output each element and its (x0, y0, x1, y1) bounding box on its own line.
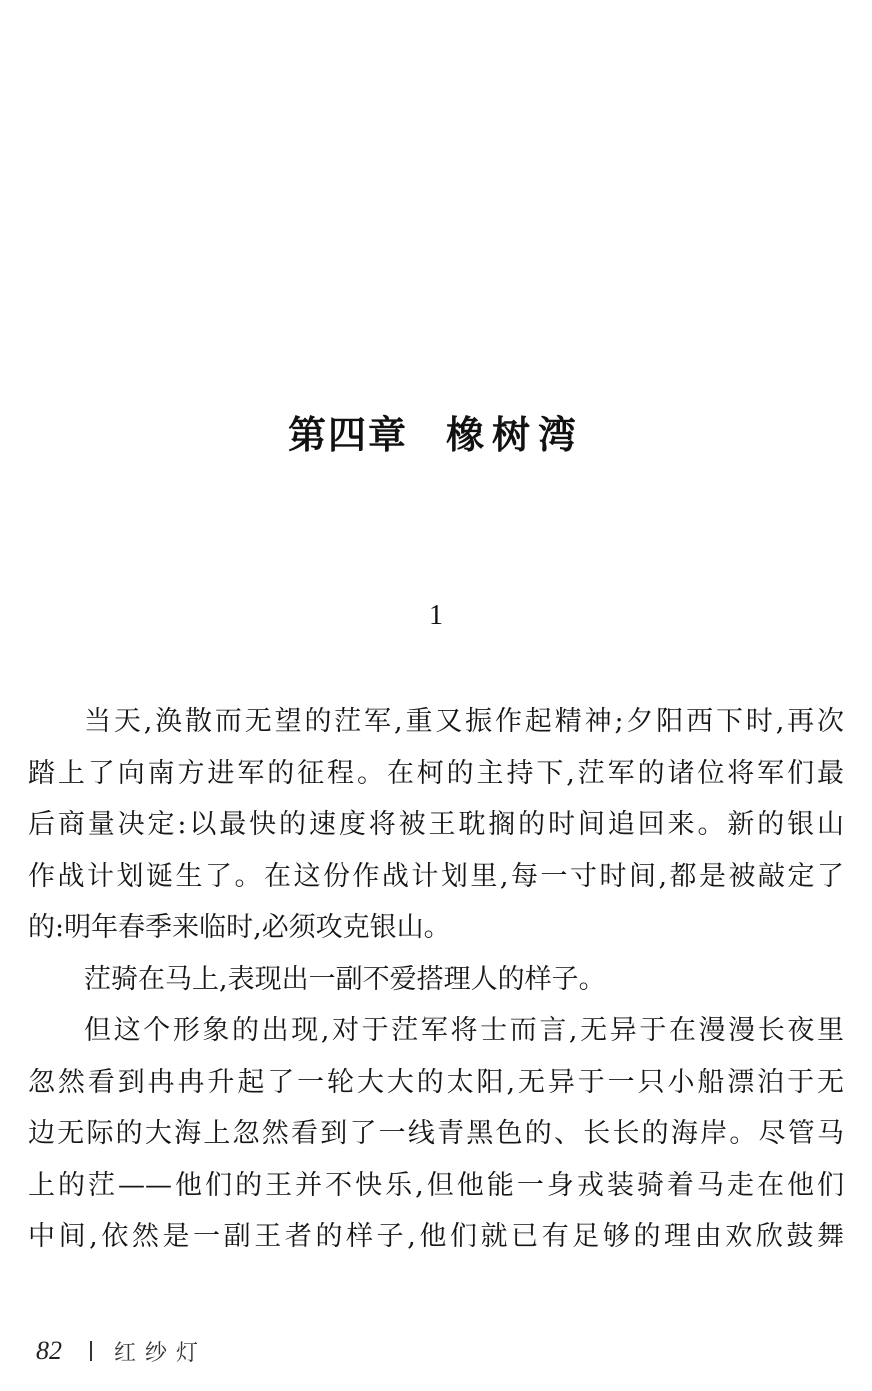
book-title: 红纱灯 (114, 1340, 208, 1366)
text-line: 后商量决定:以最快的速度将被王耽搁的时间追回来。新的银山 (28, 809, 844, 840)
text-line: 踏上了向南方进军的征程。在柯的主持下,茳军的诸位将军们最 (28, 757, 844, 789)
chapter-number: 第四章 (287, 413, 408, 458)
text-line: 忽然看到冉冉升起了一轮大大的太阳,无异于一只小船漂泊于无 (28, 1066, 844, 1098)
section-number: 1 (429, 600, 443, 631)
text-line: 但这个形象的出现,对于茳军将士而言,无异于在漫漫长夜里 (84, 1015, 844, 1046)
page-footer (36, 1333, 207, 1369)
body-text (28, 696, 844, 1263)
text-line: 上的茳——他们的王并不快乐,但他能一身戎装骑着马走在他们 (28, 1169, 844, 1201)
text-line: 当天,涣散而无望的茳军,重又振作起精神;夕阳西下时,再次 (84, 706, 844, 737)
text-line: 的:明年春季来临时,必须攻克银山。 (28, 912, 451, 943)
footer-divider (90, 1341, 92, 1361)
text-line: 作战计划诞生了。在这份作战计划里,每一寸时间,都是被敲定了 (28, 860, 844, 892)
text-line: 茳骑在马上,表现出一副不爱搭理人的样子。 (84, 963, 606, 995)
chapter-name: 橡树湾 (446, 413, 585, 458)
text-line: 边无际的大海上忽然看到了一线青黑色的、长长的海岸。尽管马 (28, 1118, 844, 1149)
page-number: 82 (36, 1336, 62, 1365)
text-line: 中间,依然是一副王者的样子,他们就已有足够的理由欢欣鼓舞 (28, 1221, 844, 1252)
chapter-title (0, 411, 872, 459)
